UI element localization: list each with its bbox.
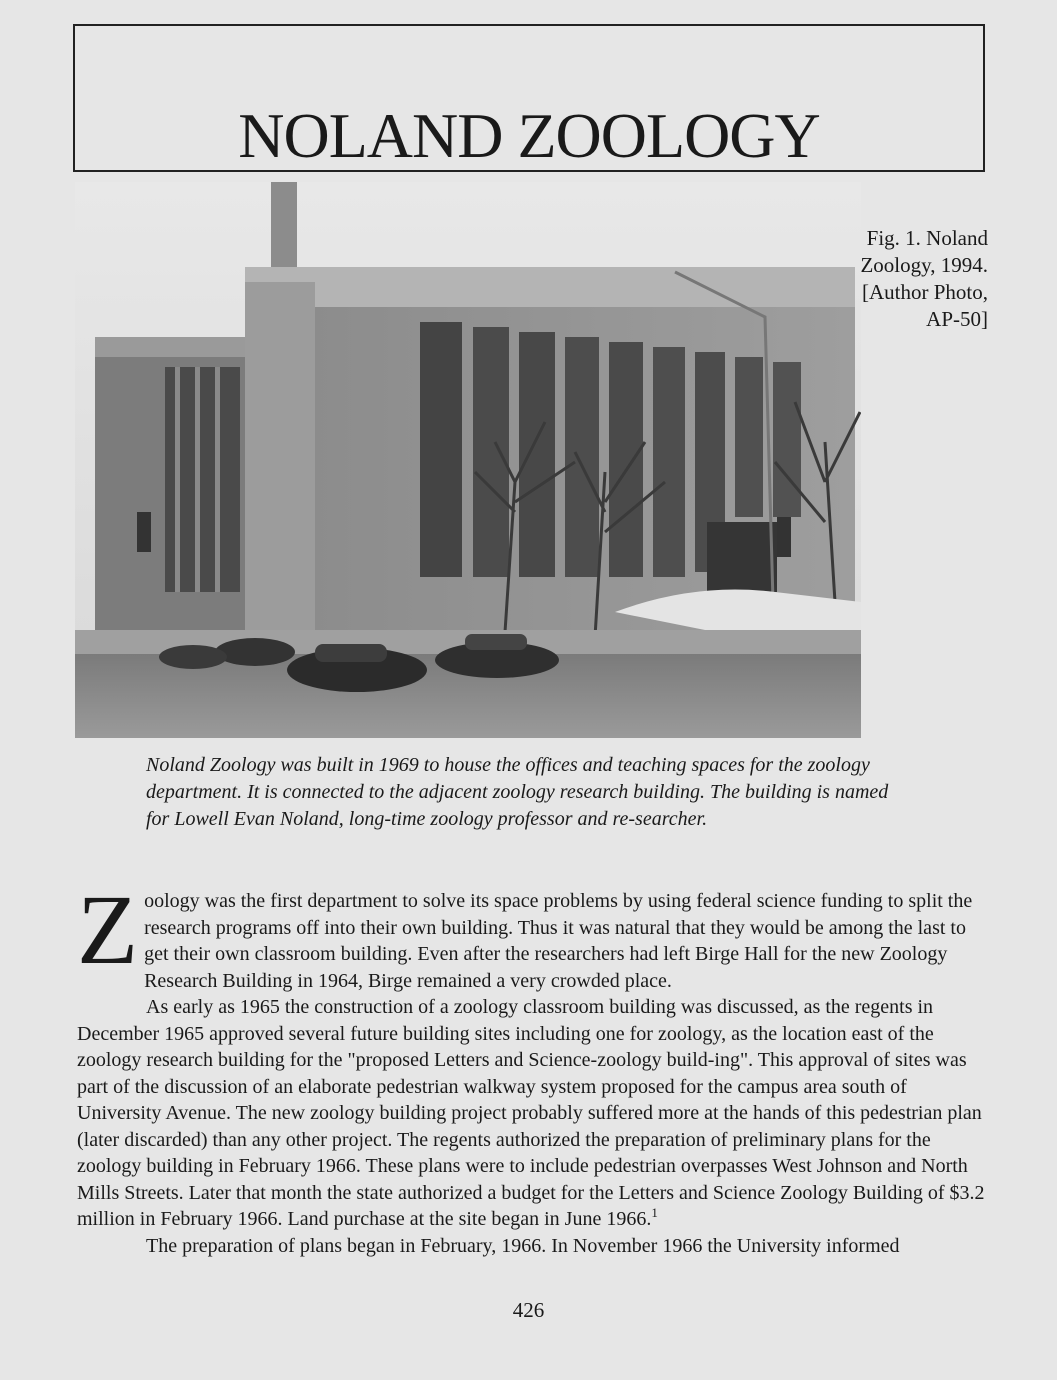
title-box [73,24,985,172]
building-photo [75,182,861,738]
paragraph-3: The preparation of plans began in February, 1966. In November 1966 the University informed [146,1234,900,1257]
figure-caption-line: AP-50] [926,307,988,331]
photo-description: Noland Zoology was built in 1969 to house the offices and teaching spaces for the zoology department. It is connected to the adjacent zoology research building. The building is named for Lowell Evan Noland, long-time zoology professor and re-searcher. [146,754,889,830]
figure-caption-line: Fig. 1. Noland [866,226,988,250]
article-body [77,874,987,1259]
paragraph-1 [77,874,987,994]
figure-caption-line: Zoology, 1994. [860,253,988,277]
figure-caption-line: [Author Photo, [862,280,988,304]
paragraph-2-text: As early as 1965 the construction of a zoology classroom building was discussed, as the regents in December 1965 approved several future building sites including one for zoology, as the location east of the zoology research building for the "proposed Letters and Science-zoology build-ing". This approval of sites was part of the discussion of an elaborate pedestrian walkway system proposed for the campus area south of University Avenue. The new zoology building project probably suffered more at the hands of this pedestrian plan (later discarded) than any other project. The regents authorized the preparation of preliminary plans for the zoology building in February 1966. These plans were to include pedestrian overpasses West Johnson and North Mills Streets. Later that month the state authorized a budget for the Letters and Science Zoology Building of $3.2 million in February 1966. Land purchase at the site began in June 1966. [77,996,985,1230]
paragraph-2 [77,994,987,1233]
figure-caption [845,225,988,333]
paragraph-1-text: oology was the first department to solve its space problems by using federal science funding to split the research programs off into their own building. Thus it was natural that they would be among the last to get their own classroom building. Even after the researchers had left Birge Hall for the new Zoology Research Building in 1964, Birge remained a very crowded place. [144,890,973,992]
page-title: NOLAND ZOOLOGY [238,100,820,171]
page-number: 426 [512,1298,545,1322]
drop-cap: Z [77,874,139,985]
footnote-reference: 1 [651,1205,658,1220]
